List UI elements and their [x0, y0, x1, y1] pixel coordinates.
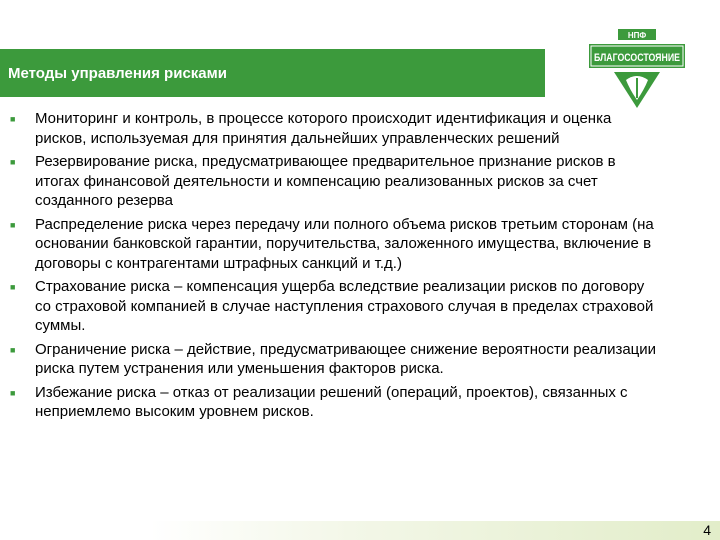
- list-item: [6, 340, 656, 379]
- bullet-icon: ■: [10, 344, 16, 355]
- list-item-text: Распределение риска через передачу или полного объема рисков третьим сторонам (на основании банковской гарантии, поручительства, заложенного имущества, включение в договоры с контрагентами штрафных санкций и т.д.): [35, 215, 654, 272]
- title-bar: [0, 49, 545, 97]
- footer-band: [150, 521, 720, 540]
- logo-top-text: НПФ: [627, 31, 647, 40]
- list-item-text: Страхование риска – компенсация ущерба вследствие реализации рисков по договору со страховой компанией в случае наступления страхового случая в пределах страховой суммы.: [35, 278, 654, 334]
- list-item: [6, 109, 656, 148]
- list-item: [6, 152, 656, 211]
- bullet-icon: ■: [10, 157, 16, 167]
- list-item-text: Мониторинг и контроль, в процессе которого происходит идентификация и оценка рисков, используемая для принятия дальнейших управленческих решений: [35, 110, 612, 147]
- list-item: [6, 215, 656, 274]
- list-item: [6, 277, 656, 336]
- page-title: Методы управления рисками: [8, 64, 227, 82]
- logo-graphic: [588, 28, 686, 110]
- list-item: [6, 383, 656, 422]
- list-item-text: Резервирование риска, предусматривающее предварительное признание рисков в итогах финансовой деятельности и компенсацию реализованных рисков за счет созданного резерва: [35, 153, 616, 209]
- bullet-icon: ■: [10, 282, 16, 292]
- company-logo: [588, 28, 686, 110]
- page-number: 4: [703, 522, 711, 538]
- logo-brand-text: БЛАГОСОСТОЯНИЕ: [594, 52, 680, 64]
- bullet-icon: ■: [10, 219, 16, 230]
- bullet-icon: ■: [10, 114, 16, 124]
- list-item-text: Ограничение риска – действие, предусматривающее снижение вероятности реализации риска путем устранения или уменьшения факторов риска.: [35, 340, 657, 377]
- list-item-text: Избежание риска – отказ от реализации решений (операций, проектов), связанных с неприемлемо высоким уровнем рисков.: [35, 383, 628, 420]
- bullet-icon: ■: [10, 387, 16, 398]
- risk-methods-list: [6, 109, 656, 426]
